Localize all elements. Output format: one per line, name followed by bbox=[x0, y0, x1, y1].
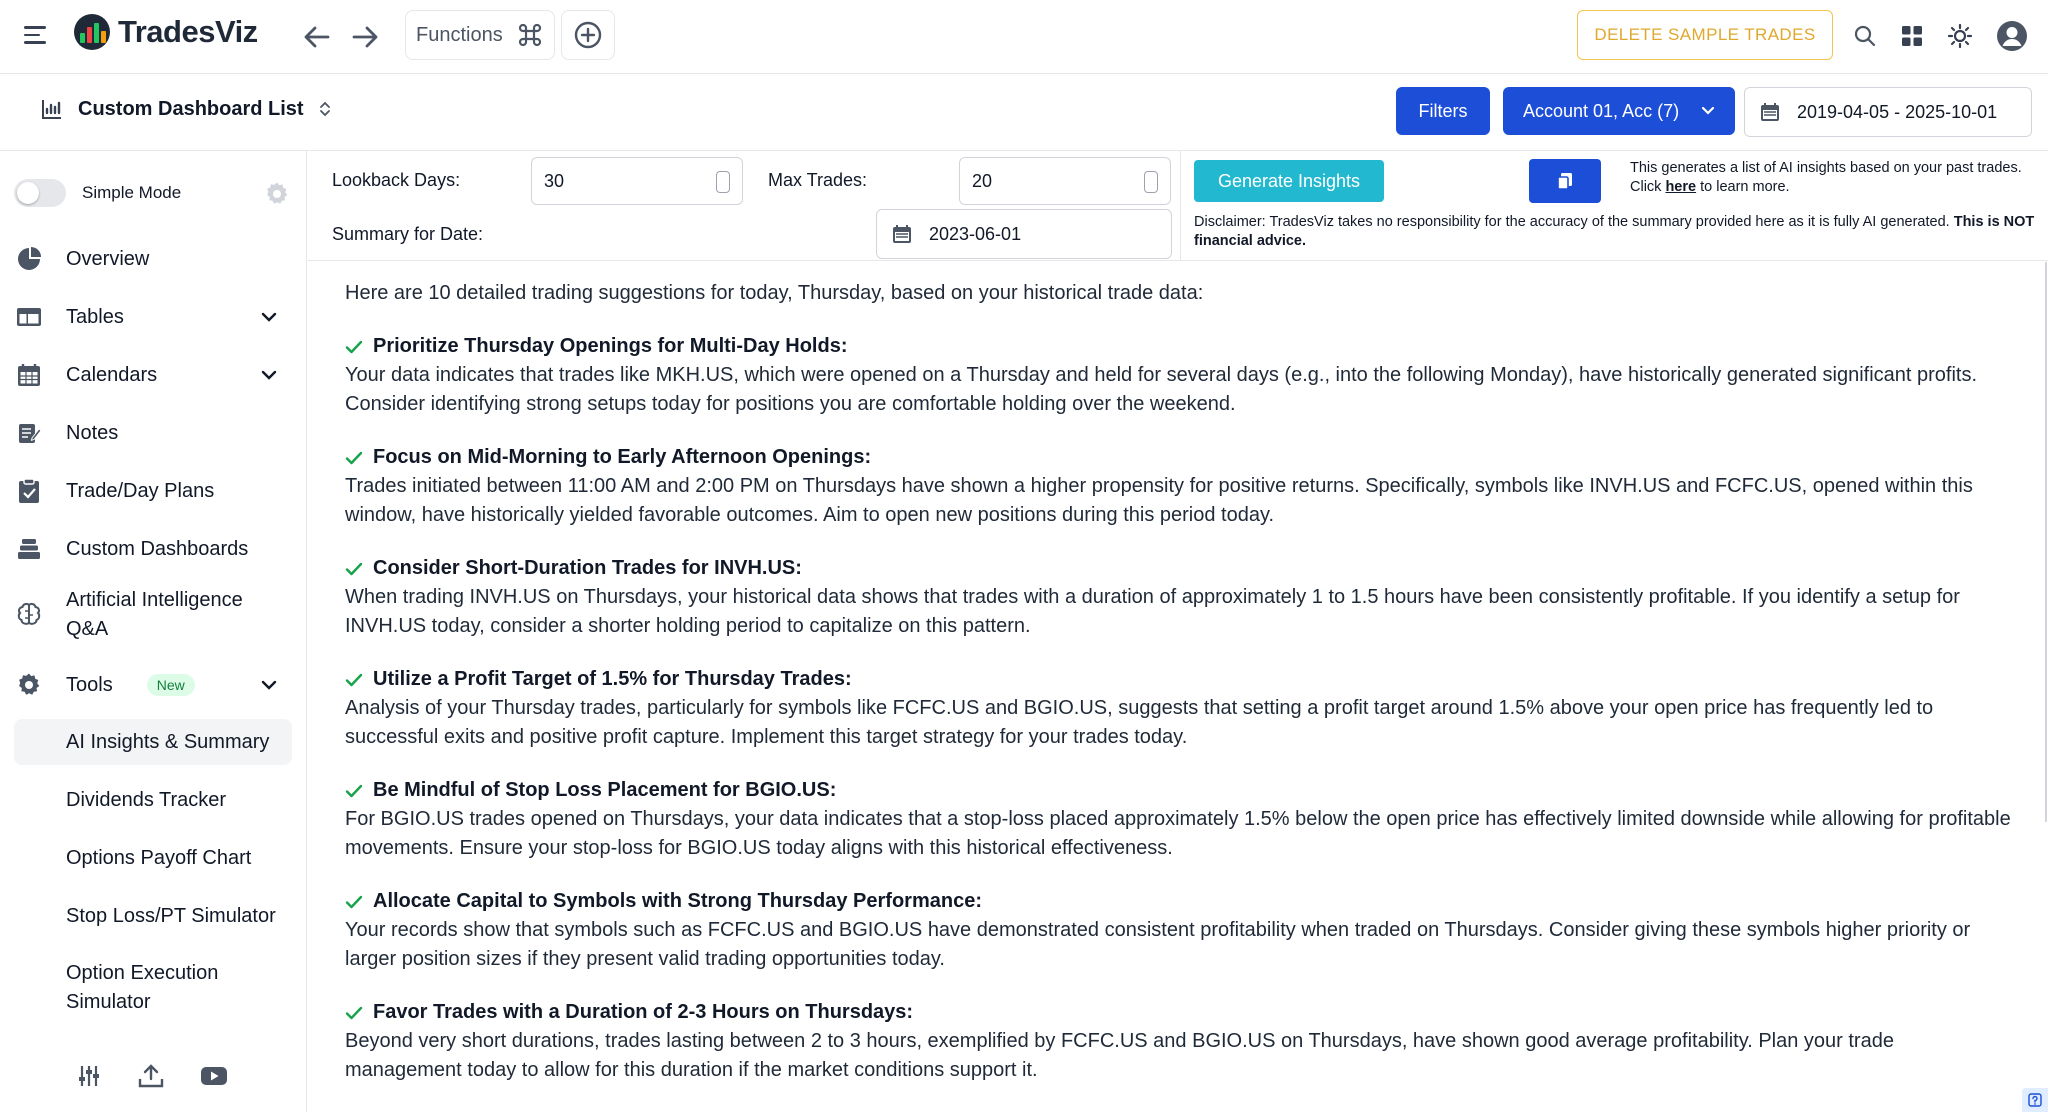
disclaimer-text bbox=[1194, 213, 2044, 251]
new-badge: New bbox=[147, 674, 195, 696]
suggestion-body: Analysis of your Thursday trades, particularly for symbols like FCFC.US and BGIO.US, suggests that setting a profit target around 1.5% above your open price has frequently led to successful exits and positive profit capture. Implement this target strategy for your trades today. bbox=[345, 697, 1934, 748]
suggestion-item bbox=[345, 554, 2015, 641]
sidebar-item-label: Artificial Intelligence Q&A bbox=[66, 589, 243, 640]
suggestion-title: Be Mindful of Stop Loss Placement for BGIO.US: bbox=[373, 779, 837, 801]
suggestion-body: Your data indicates that trades like MKH.US, which were opened on a Thursday and held for several days (e.g., into the following Monday), have historically generated significant profits. Consider identifying strong setups today for positions you are comfortable holding over the weekend. bbox=[345, 364, 1978, 415]
sidebar-subitem-ai-insights[interactable]: AI Insights & Summary bbox=[14, 719, 292, 765]
suggestion-title: Allocate Capital to Symbols with Strong Thursday Performance: bbox=[373, 890, 982, 912]
suggestion-body: Trades initiated between 11:00 AM and 2:00 PM on Thursdays have shown a higher propensity for positive returns. Specifically, symbols like INVH.US and FCFC.US, opened within this window, have historically yielded favorable outcomes. Aim to open new positions during this period today. bbox=[345, 475, 1973, 526]
clipboard-icon bbox=[14, 476, 44, 506]
check-icon bbox=[345, 449, 363, 467]
info-click: Click bbox=[1630, 179, 1662, 195]
filters-button[interactable]: Filters bbox=[1396, 87, 1490, 135]
scrollbar[interactable] bbox=[2040, 262, 2048, 1112]
max-trades-label: Max Trades: bbox=[768, 170, 868, 190]
sidebar bbox=[0, 151, 307, 1112]
sidebar-subitem-option-execution-simulator[interactable]: Option Execution Simulator bbox=[66, 962, 219, 1013]
suggestion-item bbox=[345, 443, 2015, 530]
upload-icon[interactable] bbox=[138, 1063, 164, 1089]
sidebar-item-tools[interactable] bbox=[14, 663, 292, 707]
help-tab[interactable] bbox=[2022, 1088, 2048, 1112]
lookback-days-value: 30 bbox=[544, 170, 565, 191]
suggestion-title-row bbox=[345, 776, 2015, 805]
logo-icon bbox=[74, 14, 110, 50]
table-icon bbox=[14, 302, 44, 332]
suggestion-title-row bbox=[345, 887, 2015, 916]
brain-icon bbox=[14, 600, 44, 630]
calendar-icon bbox=[1759, 101, 1781, 123]
back-arrow-icon[interactable] bbox=[300, 20, 334, 54]
info-line: This generates a list of AI insights based on your past trades. bbox=[1630, 160, 2022, 176]
youtube-icon[interactable] bbox=[200, 1063, 228, 1089]
theme-sun-icon[interactable] bbox=[1945, 21, 1975, 51]
summary-intro: Here are 10 detailed trading suggestions for today, Thursday, based on your historical trade data: bbox=[345, 282, 1204, 304]
functions-button[interactable] bbox=[405, 10, 555, 60]
sidebar-item-label: Calendars bbox=[66, 363, 158, 386]
suggestion-title: Consider Short-Duration Trades for INVH.US: bbox=[373, 557, 802, 579]
chevron-down-icon bbox=[260, 366, 278, 384]
custom-dashboard-list-dropdown[interactable] bbox=[40, 97, 332, 121]
sidebar-footer bbox=[76, 1063, 228, 1089]
suggestions-list bbox=[345, 332, 2015, 1085]
check-icon bbox=[345, 338, 363, 356]
chevron-down-icon bbox=[1699, 101, 1717, 119]
account-label: Account 01, Acc (7) bbox=[1523, 100, 1680, 121]
ai-summary-content bbox=[345, 279, 2015, 1109]
suggestion-item bbox=[345, 998, 2015, 1085]
copy-icon bbox=[1555, 171, 1575, 191]
simple-mode-row bbox=[14, 179, 181, 207]
sidebar-item-calendars[interactable] bbox=[14, 353, 292, 397]
date-range-value: 2019-04-05 - 2025-10-01 bbox=[1797, 101, 1998, 122]
insights-info-text bbox=[1630, 159, 2022, 197]
max-trades-value: 20 bbox=[972, 170, 993, 191]
sidebar-subitem-options-payoff-chart[interactable]: Options Payoff Chart bbox=[66, 847, 252, 869]
help-icon bbox=[2028, 1093, 2042, 1107]
insights-controls bbox=[308, 151, 2048, 261]
account-select-button[interactable] bbox=[1503, 87, 1735, 135]
disclaimer-bold: This is NOT financial advice. bbox=[1194, 214, 2035, 249]
suggestion-title-row bbox=[345, 665, 2015, 694]
forward-arrow-icon[interactable] bbox=[348, 20, 382, 54]
calendar-icon bbox=[891, 223, 913, 245]
suggestion-body: For BGIO.US trades opened on Thursdays, your data indicates that a stop-loss placed approximately 1.5% below the open price has effectively limited downside while allowing for profitable movements. Ensure your stop-loss for BGIO.US today aligns with this historical effectiveness. bbox=[345, 808, 2011, 859]
summary-date-picker[interactable] bbox=[876, 209, 1172, 259]
check-icon bbox=[345, 1004, 363, 1022]
search-icon[interactable] bbox=[1850, 21, 1880, 51]
lookback-days-label: Lookback Days: bbox=[332, 170, 461, 190]
summary-date-label: Summary for Date: bbox=[332, 224, 484, 244]
suggestion-item bbox=[345, 776, 2015, 863]
sidebar-item-label: Tools bbox=[66, 673, 113, 696]
sidebar-item-label: Tables bbox=[66, 305, 124, 328]
notes-icon bbox=[14, 418, 44, 448]
generate-insights-button[interactable]: Generate Insights bbox=[1194, 160, 1384, 202]
user-avatar-icon[interactable] bbox=[1995, 19, 2029, 53]
settings-gear-icon[interactable] bbox=[264, 181, 290, 212]
stepper-icon[interactable] bbox=[716, 171, 730, 193]
suggestion-title: Favor Trades with a Duration of 2-3 Hours on Thursdays: bbox=[373, 1001, 914, 1023]
suggestion-title: Prioritize Thursday Openings for Multi-Day Holds: bbox=[373, 335, 848, 357]
learn-more-link[interactable]: here bbox=[1665, 179, 1697, 195]
sidebar-item-label: Overview bbox=[66, 247, 150, 270]
stepper-icon[interactable] bbox=[1144, 171, 1158, 193]
suggestion-body: Your records show that symbols such as FCFC.US and BGIO.US have demonstrated consistent profitability when traded on Thursdays. Consider giving these symbols higher priority or larger position sizes if they present valid trading opportunities today. bbox=[345, 919, 1971, 970]
suggestion-body: Beyond very short durations, trades lasting between 2 to 3 hours, exemplified by FCFC.US and BGIO.US on Thursdays, have shown good average profitability. Plan your trade management today to allow for this duration if the market conditions support it. bbox=[345, 1030, 1894, 1081]
check-icon bbox=[345, 560, 363, 578]
suggestion-title-row bbox=[345, 998, 2015, 1027]
brand-logo[interactable] bbox=[74, 14, 258, 50]
sidebar-item-label: Trade/Day Plans bbox=[66, 479, 215, 502]
dashboard-bar bbox=[0, 75, 2048, 151]
sidebar-item-custom-dashboards[interactable] bbox=[14, 527, 292, 571]
check-icon bbox=[345, 782, 363, 800]
add-button[interactable] bbox=[561, 10, 615, 60]
functions-label: Functions bbox=[416, 23, 503, 46]
sidebar-item-notes[interactable] bbox=[14, 411, 292, 455]
pie-chart-icon bbox=[14, 244, 44, 274]
suggestion-item bbox=[345, 332, 2015, 419]
lookback-days-input[interactable] bbox=[531, 157, 743, 205]
chart-icon bbox=[40, 97, 64, 121]
sidebar-item-tables[interactable] bbox=[14, 295, 292, 339]
suggestion-item bbox=[345, 887, 2015, 974]
apps-grid-icon[interactable] bbox=[1897, 21, 1927, 51]
suggestion-title-row bbox=[345, 554, 2015, 583]
sidebar-item-trade-day-plans[interactable] bbox=[14, 469, 292, 513]
plus-circle-icon bbox=[573, 20, 603, 50]
brand-name: TradesViz bbox=[118, 14, 258, 49]
calendar-icon bbox=[14, 360, 44, 390]
dashboard-list-label: Custom Dashboard List bbox=[78, 97, 304, 120]
disclaimer-body: Disclaimer: TradesViz takes no responsibility for the accuracy of the summary provided here as it is fully AI generated. bbox=[1194, 214, 1950, 230]
date-range-picker[interactable] bbox=[1744, 87, 2032, 137]
dashboard-icon bbox=[14, 534, 44, 564]
check-icon bbox=[345, 671, 363, 689]
sliders-icon[interactable] bbox=[76, 1063, 102, 1089]
suggestion-body: When trading INVH.US on Thursdays, your historical data shows that trades with a duration of approximately 1 to 1.5 hours have been consistently profitable. If you identify a setup for INVH.US today, consider a shorter holding period to capitalize on this pattern. bbox=[345, 586, 1960, 637]
top-bar bbox=[0, 0, 2048, 74]
delete-sample-trades-button[interactable]: DELETE SAMPLE TRADES bbox=[1577, 10, 1833, 60]
check-icon bbox=[345, 893, 363, 911]
sidebar-item-ai-qa[interactable] bbox=[14, 585, 292, 645]
sidebar-subitem-stop-loss-simulator[interactable]: Stop Loss/PT Simulator bbox=[66, 905, 276, 927]
chevron-down-icon bbox=[260, 676, 278, 694]
sidebar-item-label: Notes bbox=[66, 421, 119, 444]
suggestion-title-row bbox=[345, 332, 2015, 361]
sidebar-item-overview[interactable] bbox=[14, 237, 292, 281]
suggestion-title: Utilize a Profit Target of 1.5% for Thursday Trades: bbox=[373, 668, 852, 690]
sort-chevron-icon bbox=[318, 99, 332, 119]
max-trades-input[interactable] bbox=[959, 157, 1171, 205]
chevron-down-icon bbox=[260, 308, 278, 326]
command-icon bbox=[517, 22, 543, 48]
simple-mode-toggle[interactable] bbox=[14, 179, 66, 207]
sidebar-item-label: Custom Dashboards bbox=[66, 537, 249, 560]
info-rest: to learn more. bbox=[1700, 179, 1790, 195]
divider bbox=[1180, 151, 1181, 261]
simple-mode-label: Simple Mode bbox=[82, 183, 182, 202]
gear-icon bbox=[14, 670, 44, 700]
copy-button[interactable] bbox=[1529, 159, 1601, 203]
summary-date-value: 2023-06-01 bbox=[929, 223, 1022, 244]
suggestion-item bbox=[345, 665, 2015, 752]
menu-icon[interactable] bbox=[24, 26, 46, 44]
suggestion-title-row bbox=[345, 443, 2015, 472]
sidebar-subitem-dividends-tracker[interactable]: Dividends Tracker bbox=[66, 789, 227, 811]
suggestion-title: Focus on Mid-Morning to Early Afternoon Openings: bbox=[373, 446, 872, 468]
